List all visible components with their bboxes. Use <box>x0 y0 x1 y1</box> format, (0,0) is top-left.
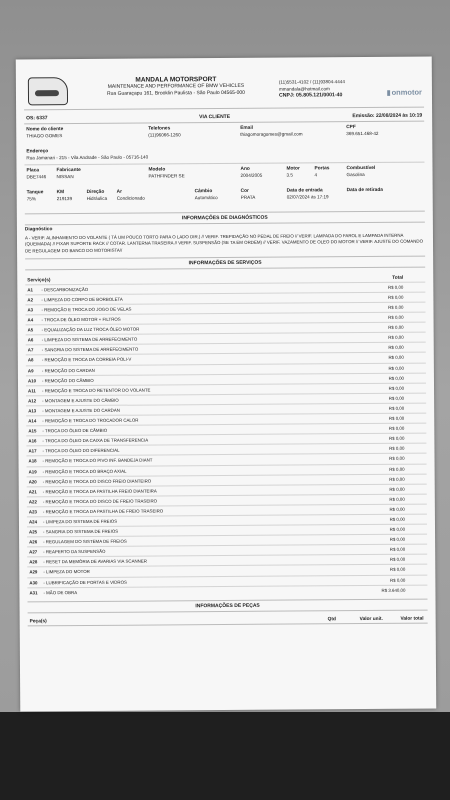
parts-col-unit: Valor unit. <box>359 616 383 622</box>
fuel-label: Combustível <box>346 165 376 172</box>
service-order-document <box>16 57 437 712</box>
service-total: R$ 0,00 <box>388 375 404 381</box>
service-total: R$ 0,00 <box>389 536 406 543</box>
company-contacts <box>279 79 345 99</box>
service-desc: - REMOÇÃO DO CARDAN <box>41 367 95 373</box>
service-desc: - TROCA DO ÓLEO DE CÂMBIO <box>42 427 108 434</box>
model-label: Modelo <box>148 167 166 173</box>
vehicle-ac: Condicionado <box>116 195 145 201</box>
vehicle-plate: DBE7446 <box>26 174 47 180</box>
steering-label: Direção <box>86 189 105 195</box>
service-code: A5 <box>27 327 34 333</box>
service-code: A20 <box>28 478 37 484</box>
service-total: R$ 0,00 <box>389 557 406 563</box>
service-total: R$ 0,00 <box>387 294 404 300</box>
service-desc: - LUBRIFICAÇÃO DE PORTAS E VIDROS <box>43 579 127 585</box>
service-code: A21 <box>28 489 37 495</box>
service-desc: - LIMPEZA DO MOTOR <box>43 569 90 575</box>
service-desc: - REMOÇÃO E TROCA DO RETENTOR DO VOLANTE <box>42 387 151 394</box>
customer-address-label: Endereço <box>26 149 49 155</box>
service-desc: - REMOÇÃO E TROCA DO DISCO FREIO DIANTEIRO <box>42 478 152 484</box>
service-code: A10 <box>27 377 37 384</box>
service-total: R$ 0,00 <box>388 405 405 411</box>
service-total: R$ 0,00 <box>389 567 406 573</box>
vehicle-maker: NISSAN <box>56 174 74 180</box>
service-desc: - REMOÇÃO E TROCA DA PASTILHA FREIO DIANTEIRA <box>42 488 157 494</box>
service-total: R$ 0,00 <box>389 526 406 532</box>
service-total: R$ 0,00 <box>389 547 406 553</box>
engine-label: Motor <box>286 166 300 172</box>
dark-foreground <box>0 712 450 800</box>
service-desc: - REMOÇÃO E TROCA DA PASTILHA DE FREIO TRASEIRO <box>42 508 164 515</box>
service-code: A30 <box>29 579 38 585</box>
km-label: KM <box>56 190 65 196</box>
customer-name: THIAGO GOMES <box>26 133 63 139</box>
service-total: R$ 0,00 <box>389 476 405 482</box>
service-desc: - REMOÇÃO E TROCA DO DISCO DE FREIO TRASEIRO <box>42 498 158 505</box>
services-list <box>17 281 435 597</box>
service-code: A22 <box>28 499 37 505</box>
service-total: R$ 0,00 <box>388 324 404 331</box>
service-desc: - DESCARBONIZAÇÃO <box>41 286 89 293</box>
service-code: A15 <box>28 428 37 434</box>
tank-label: Tanque <box>26 190 44 196</box>
service-row <box>27 584 427 597</box>
service-total: R$ 0,00 <box>389 506 405 512</box>
service-total: R$ 0,00 <box>388 425 405 431</box>
company-phones: (11)5531-4102 / (11)93804-4444 <box>278 79 345 85</box>
services-col-total: Total <box>392 275 404 281</box>
service-code: A13 <box>28 408 37 414</box>
company-name: MANDALA MOTORSPORT <box>135 76 217 84</box>
os-number: OS: 6337 <box>26 115 48 122</box>
customer-phone-label: Telefones <box>148 126 171 132</box>
service-code: A27 <box>29 549 38 555</box>
service-desc: - MONTAGEM E AJUSTE DO CARDAN <box>42 407 120 414</box>
service-total: R$ 0,00 <box>388 355 404 361</box>
year-label: Ano <box>240 166 250 172</box>
customer-name-label: Nome do cliente <box>26 127 64 133</box>
service-desc: - EQUALIZAÇÃO DA LUZ TROCA ÓLEO MOTOR <box>41 326 140 333</box>
service-desc: - REMOÇÃO E TROCA DO TROCADOR CALOR <box>42 417 139 424</box>
entry-date: 02/07/2024 às 17:19 <box>286 194 329 200</box>
service-total: R$ 0,00 <box>389 486 405 492</box>
service-desc: - REGULAGEM DO SISTEMA DE FREIOS <box>43 538 127 545</box>
service-total: R$ 0,00 <box>388 395 405 401</box>
service-total: R$ 0,00 <box>389 446 405 452</box>
vehicle-engine: 3.5 <box>286 172 293 178</box>
vehicle-tank: 75% <box>26 196 36 202</box>
service-desc: - LIMPEZA DO SISTEMA DE ARREFECIMENTO <box>41 336 138 343</box>
service-desc: - REMOÇÃO E TROCA DA CORREIA POLI-V <box>41 357 132 363</box>
service-code: A16 <box>28 438 37 444</box>
service-code: A9 <box>27 367 34 373</box>
service-code: A28 <box>29 559 38 565</box>
service-desc: - TROCA DO ÓLEO DO DIFERENCIAL <box>42 448 120 454</box>
service-total: R$ 0,00 <box>388 304 404 310</box>
company-email: mmandala@hotmail.com <box>278 85 330 92</box>
service-desc: - SANGRIA DO SISTEMA DE ARREFECIMENTO <box>41 346 139 353</box>
service-code: A29 <box>29 569 38 575</box>
service-code: A2 <box>27 297 34 303</box>
service-desc: - TROCA DE ÓLEO MOTOR + FILTROS <box>41 316 121 323</box>
vehicle-fuel: Gasolina <box>346 172 365 178</box>
service-desc: - REAPERTO DA SUSPENSÃO <box>43 549 106 555</box>
service-total: R$ 0,00 <box>389 466 405 472</box>
service-code: A3 <box>27 307 34 313</box>
service-desc: - REMOÇÃO E TROCA DO PIVO INF. BANDEJA DIANT <box>42 457 153 464</box>
vehicle-model: PATHFINDER SE <box>148 173 185 179</box>
service-desc: - LIMPEZA DO CORPO DE BORBOLETA <box>41 296 123 303</box>
company-tagline: MAINTENANCE AND PERFORMANCE OF BMW VEHICLES <box>107 82 245 90</box>
vehicle-steering: Hidráulica <box>86 195 108 201</box>
entry-date-label: Data de entrada <box>286 188 323 194</box>
services-col-service: Serviço(s) <box>27 278 51 284</box>
plate-label: Placa <box>26 168 40 174</box>
color-label: Cor <box>240 188 249 194</box>
service-code: A11 <box>28 388 36 394</box>
company-address: Rua Guaraçapu 161, Brooklin Paulista - São Paulo 04565-000 <box>107 89 245 97</box>
service-code: A7 <box>27 347 34 353</box>
customer-cpf-label: CPF <box>346 125 356 131</box>
service-total: R$ 0,00 <box>388 365 404 371</box>
customer-email-label: Email <box>240 125 254 131</box>
company-logo-icon <box>28 77 68 105</box>
service-code: A19 <box>28 468 37 474</box>
services-section-title: INFORMAÇÕES DE SERVIÇOS <box>25 255 425 270</box>
customer-address: Rua Jamanari - 215 - Vila Andrade - São Paulo - 05716-140 <box>26 154 149 161</box>
service-total: R$ 0,00 <box>389 496 405 502</box>
service-code: A23 <box>28 509 37 515</box>
service-code: A26 <box>29 539 38 545</box>
service-code: A17 <box>28 448 37 454</box>
service-total: R$ 0,00 <box>388 415 405 421</box>
parts-col-part: Peça(s) <box>29 618 47 625</box>
document-header <box>24 57 424 111</box>
customer-email: thiagomoragomes@gmail.com <box>240 131 303 137</box>
service-desc: - RESET DA MEMÓRIA DE AVARIAS VIA SCANNER <box>43 558 147 565</box>
customer-phone: (11)96066-1260 <box>148 132 181 138</box>
parts-col-total: Valor total <box>400 616 424 622</box>
service-code: A25 <box>29 529 38 535</box>
service-code: A4 <box>27 317 34 323</box>
diagnostics-block <box>25 225 425 255</box>
service-code: A14 <box>28 418 37 424</box>
service-desc: - REMOÇÃO DO CÂMBIO <box>41 377 94 383</box>
service-total: R$ 0,00 <box>387 284 404 290</box>
gear-label: Câmbio <box>194 189 213 195</box>
diagnostics-label: Diagnóstico <box>24 227 53 233</box>
service-total: R$ 3.640,00 <box>381 587 406 593</box>
vehicle-doors: 4 <box>314 172 318 178</box>
parts-section-title: INFORMAÇÕES DE PEÇAS <box>28 598 428 613</box>
doors-label: Portas <box>314 166 330 172</box>
service-desc: - REMOÇÃO E TROCA DO JOGO DE VELAS <box>41 306 132 313</box>
exit-date-label: Data de retirada <box>346 187 383 194</box>
service-code: A6 <box>27 337 34 343</box>
service-total: R$ 0,00 <box>389 456 405 462</box>
service-desc: - TROCA DO ÓLEO DA CAIXA DE TRANSFERENCIA <box>42 437 149 444</box>
service-total: R$ 0,00 <box>389 577 406 583</box>
company-cnpj: CNPJ: 05.805.121/0001-40 <box>278 92 343 99</box>
service-desc: - MÃO DE OBRA <box>43 589 78 595</box>
vehicle-gear: Automático <box>194 195 218 201</box>
service-total: R$ 0,00 <box>389 516 405 522</box>
vehicle-color: PRATA <box>240 194 256 200</box>
service-code: A31 <box>29 589 38 596</box>
ac-label: Ar <box>116 189 123 195</box>
parts-col-qty: Qtd <box>327 616 336 623</box>
service-desc: - MONTAGEM E AJUSTE DO CÂMBIO <box>42 397 119 404</box>
vehicle-km: 219139 <box>56 196 73 202</box>
customer-cpf: 369.651.468-42 <box>346 130 379 137</box>
service-desc: - REMOÇÃO E TROCA DO BRAÇO AXIAL <box>42 468 127 474</box>
service-code: A24 <box>28 519 38 525</box>
os-issued: Emissão: 22/08/2024 às 10:19 <box>352 112 423 120</box>
service-code: A1 <box>27 287 33 293</box>
maker-label: Fabricante <box>56 168 81 174</box>
service-code: A18 <box>28 458 37 464</box>
service-code: A8 <box>27 357 34 363</box>
vehicle-info <box>24 162 424 210</box>
customer-info <box>24 122 424 165</box>
vehicle-year: 2004/2005 <box>240 172 263 178</box>
service-code: A12 <box>28 398 37 404</box>
os-copy-label: VIA CLIENTE <box>199 113 231 121</box>
service-total: R$ 0,00 <box>388 335 404 341</box>
service-total: R$ 0,00 <box>388 385 405 391</box>
service-total: R$ 0,00 <box>388 435 405 442</box>
service-desc: - LIMPEZA DO SISTEMA DE FREIOS <box>42 518 118 525</box>
service-total: R$ 0,00 <box>388 314 404 320</box>
diagnostics-section-title: INFORMAÇÕES DE DIAGNÓSTICOS <box>25 211 425 226</box>
company-info <box>76 76 276 98</box>
service-total: R$ 0,00 <box>388 345 404 351</box>
diagnostics-text: A - VERIF. ALINHAMENTO DO VOLANTE ( TÁ UM POUCO TORTO PARA O LADO DIR.) // VERIF. TREPIDAÇÃO NO PEDAL DE FREIO // VERIF. LAMPADA DO FAROL E LAMPADA INTERNA (QUEIMADA) // FIXAR SUPORTE RACK // COTAR. LANTERNA TRASEIRA // VERIF. SUSPENSÃO (SE TA EM ORDEM) // VERIF. VAZAMENTO DE OLEO DO MOTOR // VERIF. AJUSTE DO COMANDO DE REGULAGEM DO BANCO DO MOTORISTA// <box>24 232 424 254</box>
software-brand: ▮ onmotor <box>387 88 422 97</box>
service-desc: - SANGRIA DO SISTEMA DE FREIOS <box>43 528 119 535</box>
